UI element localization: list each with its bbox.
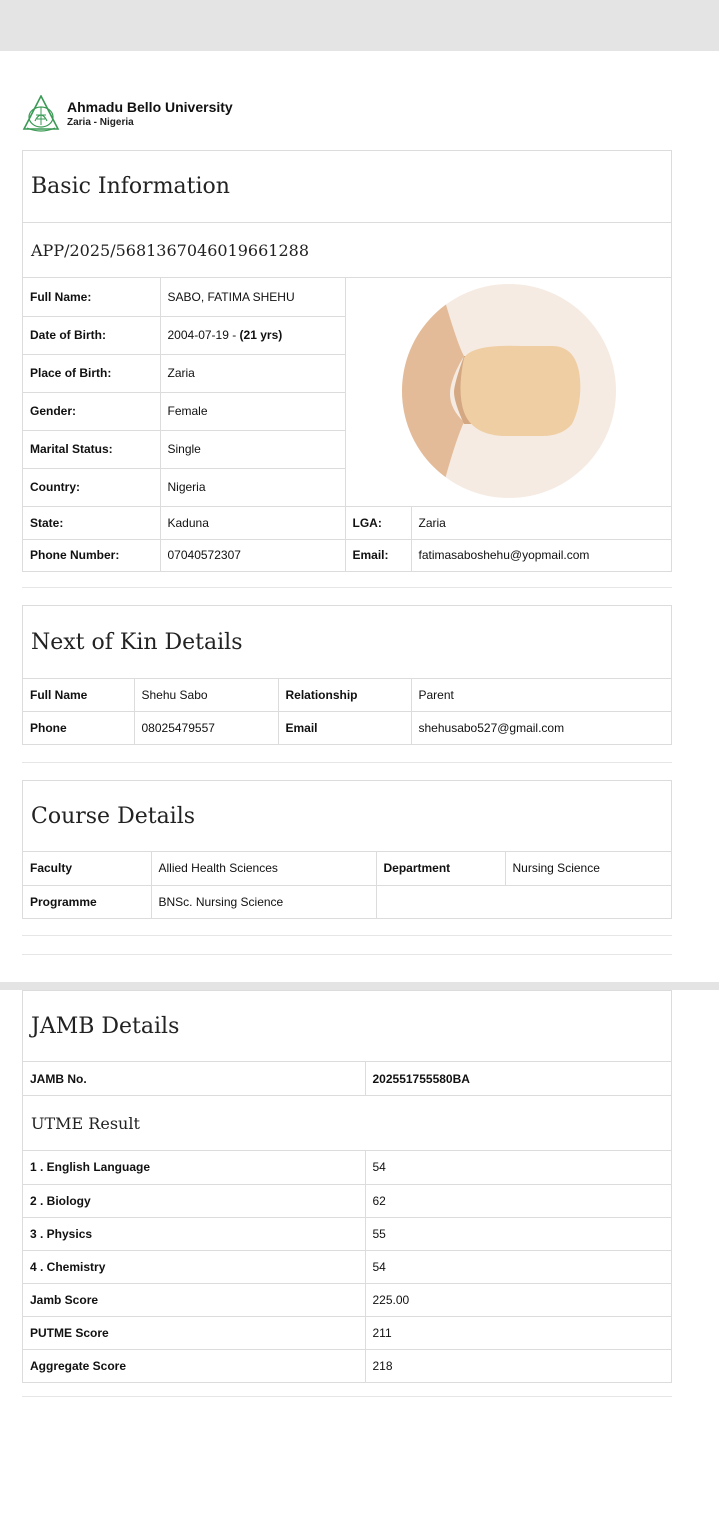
university-location: Zaria - Nigeria — [67, 117, 134, 128]
empty-cell — [376, 885, 671, 918]
state-value: Kaduna — [160, 506, 345, 539]
next-of-kin-table — [23, 679, 671, 744]
marital-status-label: Marital Status: — [23, 430, 160, 468]
putme-score-label: PUTME Score — [23, 1316, 365, 1349]
country-label: Country: — [23, 468, 160, 506]
kin-relationship-value: Parent — [411, 679, 671, 711]
department-value: Nursing Science — [505, 852, 671, 885]
full-name-label: Full Name: — [23, 278, 160, 316]
basic-information-card — [22, 150, 672, 572]
programme-value: BNSc. Nursing Science — [151, 885, 376, 918]
course-details-table — [23, 852, 671, 918]
section-divider — [22, 1396, 672, 1397]
subject-score: 54 — [365, 1250, 671, 1283]
email-label: Email: — [345, 539, 411, 571]
section-divider — [22, 587, 672, 588]
aggregate-score-value: 218 — [365, 1349, 671, 1382]
section-divider — [22, 935, 672, 936]
full-name-value: SABO, FATIMA SHEHU — [160, 278, 345, 316]
state-label: State: — [23, 506, 160, 539]
dob-date: 2004-07-19 - — [167, 328, 240, 342]
faculty-value: Allied Health Sciences — [151, 852, 376, 885]
jamb-number-value: 202551755580BA — [365, 1062, 671, 1095]
pob-label: Place of Birth: — [23, 354, 160, 392]
jamb-number-table — [23, 1062, 671, 1095]
kin-name-value: Shehu Sabo — [134, 679, 278, 711]
utme-result-table — [23, 1151, 671, 1382]
basic-info-table — [23, 278, 671, 571]
dob-value — [160, 316, 345, 354]
top-bar — [0, 0, 719, 51]
pob-value: Zaria — [160, 354, 345, 392]
passport-photo-cell — [345, 278, 671, 506]
age-value: (21 yrs) — [239, 328, 283, 342]
next-of-kin-title: Next of Kin Details — [23, 606, 671, 679]
jamb-score-value: 225.00 — [365, 1283, 671, 1316]
university-logo-icon — [22, 95, 60, 133]
jamb-details-title: JAMB Details — [23, 991, 671, 1062]
subject-label: 4 . Chemistry — [23, 1250, 365, 1283]
course-details-card — [22, 780, 672, 919]
kin-relationship-label: Relationship — [278, 679, 411, 711]
utme-result-title: UTME Result — [23, 1095, 671, 1151]
subject-score: 54 — [365, 1151, 671, 1184]
section-divider — [22, 954, 672, 955]
kin-phone-value: 08025479557 — [134, 711, 278, 744]
phone-value: 07040572307 — [160, 539, 345, 571]
university-name: Ahmadu Bello University — [67, 99, 233, 115]
country-value: Nigeria — [160, 468, 345, 506]
gender-value: Female — [160, 392, 345, 430]
dob-label: Date of Birth: — [23, 316, 160, 354]
kin-email-value: shehusabo527@gmail.com — [411, 711, 671, 744]
application-number: APP/2025/5681367046019661288 — [23, 223, 671, 278]
university-header — [22, 94, 233, 134]
subject-label: 2 . Biology — [23, 1184, 365, 1217]
marital-status-value: Single — [160, 430, 345, 468]
passport-photo-placeholder-icon — [402, 284, 616, 498]
gender-label: Gender: — [23, 392, 160, 430]
department-label: Department — [376, 852, 505, 885]
kin-name-label: Full Name — [23, 679, 134, 711]
subject-label: 3 . Physics — [23, 1217, 365, 1250]
page-break — [0, 982, 719, 990]
jamb-details-card — [22, 990, 672, 1383]
jamb-number-label: JAMB No. — [23, 1062, 365, 1095]
phone-label: Phone Number: — [23, 539, 160, 571]
programme-label: Programme — [23, 885, 151, 918]
faculty-label: Faculty — [23, 852, 151, 885]
section-divider — [22, 762, 672, 763]
subject-score: 55 — [365, 1217, 671, 1250]
kin-email-label: Email — [278, 711, 411, 744]
aggregate-score-label: Aggregate Score — [23, 1349, 365, 1382]
putme-score-value: 211 — [365, 1316, 671, 1349]
basic-information-title: Basic Information — [23, 151, 671, 223]
email-value: fatimasaboshehu@yopmail.com — [411, 539, 671, 571]
subject-score: 62 — [365, 1184, 671, 1217]
next-of-kin-card — [22, 605, 672, 745]
jamb-score-label: Jamb Score — [23, 1283, 365, 1316]
course-details-title: Course Details — [23, 781, 671, 852]
kin-phone-label: Phone — [23, 711, 134, 744]
subject-label: 1 . English Language — [23, 1151, 365, 1184]
lga-label: LGA: — [345, 506, 411, 539]
lga-value: Zaria — [411, 506, 671, 539]
